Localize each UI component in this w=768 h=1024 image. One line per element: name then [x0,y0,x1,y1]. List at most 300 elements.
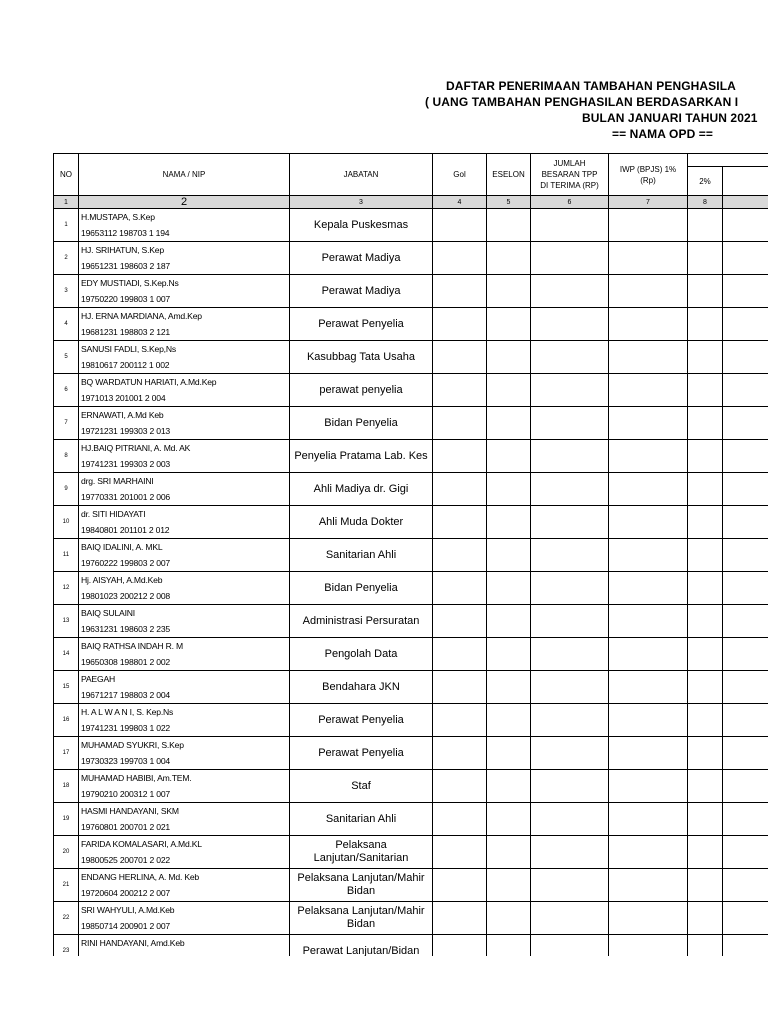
table-row [54,374,768,407]
table-row [54,770,768,803]
cell-jumlah-tpp [531,242,609,275]
employee-name-nip-cell [79,671,290,704]
cell-iwp [609,836,688,869]
employee-nip: 19721231 199303 2 013 [81,426,170,436]
employee-name-nip-cell [79,374,290,407]
cell-iwp [609,638,688,671]
cell-gol [433,275,487,308]
employee-jabatan: Bidan Penyelia [290,572,433,605]
cell-gol [433,605,487,638]
cell-blank [723,902,768,935]
cell-blank [723,572,768,605]
column-header-2-percent: 2% [688,167,723,196]
employee-jabatan: Perawat Madiya [290,275,433,308]
cell-iwp [609,473,688,506]
cell-eselon [487,275,531,308]
employee-nip: 1971013 201001 2 004 [81,393,166,403]
cell-iwp [609,440,688,473]
cell-jumlah-tpp [531,275,609,308]
row-number: 22 [54,902,79,935]
employee-jabatan: perawat penyelia [290,374,433,407]
row-number: 19 [54,803,79,836]
cell-blank [723,506,768,539]
table-row [54,242,768,275]
cell-two-percent [688,605,723,638]
cell-eselon [487,770,531,803]
table-row [54,836,768,869]
cell-two-percent [688,539,723,572]
row-number: 13 [54,605,79,638]
cell-blank [723,704,768,737]
employee-nip: 19650308 198801 2 002 [81,657,170,667]
employee-nip: 19681231 198803 2 121 [81,327,170,337]
cell-iwp [609,935,688,957]
cell-eselon [487,803,531,836]
row-number: 18 [54,770,79,803]
employee-name: EDY MUSTIADI, S.Kep.Ns [81,278,179,288]
employee-name-nip-cell [79,209,290,242]
cell-two-percent [688,935,723,957]
row-number: 23 [54,935,79,957]
employee-nip: 19760222 199803 2 007 [81,558,170,568]
employee-name-nip-cell [79,407,290,440]
cell-jumlah-tpp [531,836,609,869]
employee-name: drg. SRI MARHAINI [81,476,154,486]
row-number: 8 [54,440,79,473]
employee-jabatan: Sanitarian Ahli [290,803,433,836]
employee-name-nip-cell [79,473,290,506]
cell-iwp [609,539,688,572]
employee-name-nip-cell [79,869,290,902]
cell-iwp [609,308,688,341]
column-header-iwp: IWP (BPJS) 1% (Rp) [609,154,688,196]
column-header-no: NO [54,154,79,196]
employee-name: HJ. SRIHATUN, S.Kep [81,245,164,255]
table-row [54,407,768,440]
cell-eselon [487,737,531,770]
table-row [54,275,768,308]
column-header-gol: Gol [433,154,487,196]
table-row [54,605,768,638]
employee-nip: 19651231 198603 2 187 [81,261,170,271]
cell-gol [433,935,487,957]
employee-nip: 19760801 200701 2 021 [81,822,170,832]
cell-eselon [487,242,531,275]
employee-name-nip-cell [79,836,290,869]
employee-name-nip-cell [79,605,290,638]
cell-blank [723,374,768,407]
employee-nip: 19671217 198803 2 004 [81,690,170,700]
cell-blank [723,803,768,836]
cell-blank [723,638,768,671]
cell-jumlah-tpp [531,605,609,638]
cell-gol [433,638,487,671]
cell-eselon [487,209,531,242]
employee-jabatan: Pelaksana Lanjutan/Mahir Bidan [290,902,433,935]
cell-iwp [609,902,688,935]
cell-jumlah-tpp [531,374,609,407]
row-number: 14 [54,638,79,671]
employee-jabatan: Perawat Penyelia [290,737,433,770]
employee-nip: 19770331 201001 2 006 [81,492,170,502]
employee-name-nip-cell [79,737,290,770]
row-number: 20 [54,836,79,869]
table-row [54,440,768,473]
row-number: 21 [54,869,79,902]
employee-name: RINI HANDAYANI, Amd.Keb [81,938,185,948]
row-number: 2 [54,242,79,275]
cell-jumlah-tpp [531,341,609,374]
cell-jumlah-tpp [531,209,609,242]
employee-name-nip-cell [79,770,290,803]
employee-name: H. A L W A N I, S. Kep.Ns [81,707,174,717]
column-number: 8 [688,196,723,209]
employee-name: H.MUSTAPA, S.Kep [81,212,155,222]
table-row [54,902,768,935]
cell-gol [433,836,487,869]
table-row [54,704,768,737]
employee-jabatan: Penyelia Pratama Lab. Kes [290,440,433,473]
cell-blank [723,671,768,704]
employee-nip: 19741231 199803 1 022 [81,723,170,733]
cell-jumlah-tpp [531,638,609,671]
employee-name: BAIQ RATHSA INDAH R. M [81,641,183,651]
employee-jabatan: Ahli Muda Dokter [290,506,433,539]
cell-iwp [609,506,688,539]
cell-eselon [487,935,531,957]
cell-iwp [609,803,688,836]
cell-two-percent [688,341,723,374]
cell-eselon [487,440,531,473]
cell-gol [433,506,487,539]
column-number [723,196,768,209]
employee-name: SRI WAHYULI, A.Md.Keb [81,905,175,915]
column-number: 1 [54,196,79,209]
cell-iwp [609,242,688,275]
employee-name: HJ. ERNA MARDIANA, Amd.Kep [81,311,202,321]
employee-name: FARIDA KOMALASARI, A.Md.KL [81,839,202,849]
cell-jumlah-tpp [531,473,609,506]
cell-eselon [487,671,531,704]
column-number: 3 [290,196,433,209]
table-row [54,737,768,770]
cell-eselon [487,605,531,638]
column-header-jabatan: JABATAN [290,154,433,196]
employee-jabatan: Bidan Penyelia [290,407,433,440]
employee-name: HJ.BAIQ PITRIANI, A. Md. AK [81,443,191,453]
employee-jabatan: Ahli Madiya dr. Gigi [290,473,433,506]
table-row [54,341,768,374]
cell-eselon [487,473,531,506]
cell-gol [433,869,487,902]
cell-jumlah-tpp [531,308,609,341]
employee-name-nip-cell [79,440,290,473]
column-header-group [688,154,768,167]
tpp-table [53,153,768,956]
column-header-nama-nip: NAMA / NIP [79,154,290,196]
cell-blank [723,539,768,572]
employee-name-nip-cell [79,902,290,935]
cell-two-percent [688,506,723,539]
cell-gol [433,374,487,407]
employee-nip: 19631231 198603 2 235 [81,624,170,634]
employee-nip: 19653112 198703 1 194 [81,228,170,238]
employee-name: BAIQ SULAINI [81,608,135,618]
table-row [54,209,768,242]
employee-jabatan: Bendahara JKN [290,671,433,704]
table-row [54,671,768,704]
cell-jumlah-tpp [531,770,609,803]
cell-iwp [609,572,688,605]
employee-name-nip-cell [79,506,290,539]
cell-iwp [609,209,688,242]
employee-nip: 19840801 201101 2 012 [81,525,170,535]
cell-blank [723,737,768,770]
employee-nip: 19720604 200212 2 007 [81,888,170,898]
cell-gol [433,473,487,506]
employee-name-nip-cell [79,539,290,572]
row-number: 1 [54,209,79,242]
column-header-blank [723,167,768,196]
cell-blank [723,209,768,242]
column-header-jumlah-tpp: JUMLAH BESARAN TPP DI TERIMA (RP) [531,154,609,196]
employee-nip: 19850714 200901 2 007 [81,921,170,931]
table-row [54,638,768,671]
employee-name-nip-cell [79,308,290,341]
cell-iwp [609,770,688,803]
cell-eselon [487,506,531,539]
employee-jabatan: Administrasi Persuratan [290,605,433,638]
cell-eselon [487,869,531,902]
cell-blank [723,770,768,803]
cell-gol [433,440,487,473]
column-header-eselon: ESELON [487,154,531,196]
cell-blank [723,407,768,440]
employee-nip: 19730323 199703 1 004 [81,756,170,766]
cell-jumlah-tpp [531,902,609,935]
cell-gol [433,704,487,737]
column-number: 5 [487,196,531,209]
row-number: 11 [54,539,79,572]
row-number: 3 [54,275,79,308]
cell-gol [433,539,487,572]
employee-nip: 19801023 200212 2 008 [81,591,170,601]
employee-name: SANUSI FADLI, S.Kep,Ns [81,344,176,354]
cell-jumlah-tpp [531,407,609,440]
cell-jumlah-tpp [531,737,609,770]
cell-iwp [609,341,688,374]
employee-name: dr. SITI HIDAYATI [81,509,146,519]
row-number: 6 [54,374,79,407]
employee-name: MUHAMAD HABIBI, Am.TEM. [81,773,192,783]
cell-eselon [487,836,531,869]
row-number: 15 [54,671,79,704]
cell-eselon [487,308,531,341]
employee-name: ENDANG HERLINA, A. Md. Keb [81,872,200,882]
cell-eselon [487,341,531,374]
employee-nip: 19790210 200312 1 007 [81,789,170,799]
table-row [54,308,768,341]
cell-eselon [487,902,531,935]
row-number: 12 [54,572,79,605]
column-number: 7 [609,196,688,209]
employee-name-nip-cell [79,242,290,275]
table-row [54,572,768,605]
column-number: 6 [531,196,609,209]
cell-iwp [609,275,688,308]
cell-jumlah-tpp [531,869,609,902]
employee-name: HASMI HANDAYANI, SKM [81,806,179,816]
cell-blank [723,473,768,506]
employee-name: Hj. AISYAH, A.Md.Keb [81,575,163,585]
cell-two-percent [688,473,723,506]
cell-two-percent [688,572,723,605]
cell-gol [433,572,487,605]
employee-nip: 19810617 200112 1 002 [81,360,170,370]
cell-iwp [609,704,688,737]
cell-gol [433,341,487,374]
cell-two-percent [688,671,723,704]
table-row [54,803,768,836]
row-number: 9 [54,473,79,506]
title-line-2: ( UANG TAMBAHAN PENGHASILAN BERDASARKAN I [425,95,739,109]
row-number: 4 [54,308,79,341]
table-row [54,869,768,902]
employee-jabatan: Pelaksana Lanjutan/Sanitarian [290,836,433,869]
employee-name-nip-cell [79,803,290,836]
cell-blank [723,440,768,473]
cell-two-percent [688,242,723,275]
cell-blank [723,242,768,275]
cell-blank [723,308,768,341]
cell-two-percent [688,737,723,770]
cell-two-percent [688,407,723,440]
employee-jabatan: Perawat Madiya [290,242,433,275]
employee-name: BAIQ IDALINI, A. MKL [81,542,163,552]
cell-blank [723,605,768,638]
employee-name-nip-cell [79,704,290,737]
cell-blank [723,869,768,902]
title-line-1: DAFTAR PENERIMAAN TAMBAHAN PENGHASILA [446,79,736,93]
cell-gol [433,770,487,803]
cell-gol [433,902,487,935]
employee-jabatan: Sanitarian Ahli [290,539,433,572]
row-number: 16 [54,704,79,737]
cell-iwp [609,605,688,638]
cell-two-percent [688,770,723,803]
row-number: 17 [54,737,79,770]
cell-two-percent [688,275,723,308]
cell-blank [723,341,768,374]
table-row [54,539,768,572]
employee-name: ERNAWATI, A.Md Keb [81,410,164,420]
row-number: 7 [54,407,79,440]
cell-two-percent [688,308,723,341]
table-row [54,506,768,539]
cell-gol [433,209,487,242]
cell-iwp [609,737,688,770]
employee-name: PAEGAH [81,674,115,684]
employee-jabatan: Pelaksana Lanjutan/Mahir Bidan [290,869,433,902]
cell-two-percent [688,902,723,935]
page-bottom-margin [0,956,768,1024]
employee-jabatan: Kasubbag Tata Usaha [290,341,433,374]
employee-jabatan: Perawat Penyelia [290,308,433,341]
cell-blank [723,275,768,308]
cell-gol [433,671,487,704]
row-number: 5 [54,341,79,374]
table-row [54,935,768,957]
employee-nip: 19741231 199303 2 003 [81,459,170,469]
cell-jumlah-tpp [531,935,609,957]
cell-two-percent [688,374,723,407]
cell-iwp [609,407,688,440]
cell-jumlah-tpp [531,539,609,572]
cell-blank [723,836,768,869]
tpp-table-container [53,153,768,956]
cell-eselon [487,638,531,671]
cell-eselon [487,704,531,737]
employee-jabatan: Perawat Lanjutan/Bidan [290,935,433,957]
cell-gol [433,407,487,440]
employee-jabatan: Staf [290,770,433,803]
cell-iwp [609,869,688,902]
employee-name-nip-cell [79,935,290,957]
employee-name-nip-cell [79,638,290,671]
cell-jumlah-tpp [531,803,609,836]
cell-two-percent [688,836,723,869]
column-number: 4 [433,196,487,209]
cell-blank [723,935,768,957]
employee-name-nip-cell [79,572,290,605]
cell-iwp [609,671,688,704]
cell-gol [433,737,487,770]
table-row [54,473,768,506]
cell-eselon [487,539,531,572]
cell-two-percent [688,869,723,902]
cell-jumlah-tpp [531,572,609,605]
title-line-3: BULAN JANUARI TAHUN 2021 [582,111,758,125]
row-number: 10 [54,506,79,539]
cell-jumlah-tpp [531,704,609,737]
employee-name-nip-cell [79,341,290,374]
cell-jumlah-tpp [531,671,609,704]
employee-name-nip-cell [79,275,290,308]
cell-two-percent [688,440,723,473]
employee-name: BQ WARDATUN HARIATI, A.Md.Kep [81,377,217,387]
cell-eselon [487,374,531,407]
cell-gol [433,242,487,275]
cell-jumlah-tpp [531,440,609,473]
employee-nip: 19800525 200701 2 022 [81,855,170,865]
cell-two-percent [688,803,723,836]
cell-two-percent [688,638,723,671]
title-line-4: == NAMA OPD == [612,127,713,141]
table-body [54,209,768,957]
column-number: 2 [79,196,290,209]
cell-gol [433,803,487,836]
cell-gol [433,308,487,341]
column-number-row [54,196,768,209]
employee-jabatan: Perawat Penyelia [290,704,433,737]
cell-two-percent [688,704,723,737]
cell-two-percent [688,209,723,242]
cell-iwp [609,374,688,407]
cell-jumlah-tpp [531,506,609,539]
employee-name: MUHAMAD SYUKRI, S.Kep [81,740,184,750]
employee-jabatan: Pengolah Data [290,638,433,671]
cell-eselon [487,407,531,440]
